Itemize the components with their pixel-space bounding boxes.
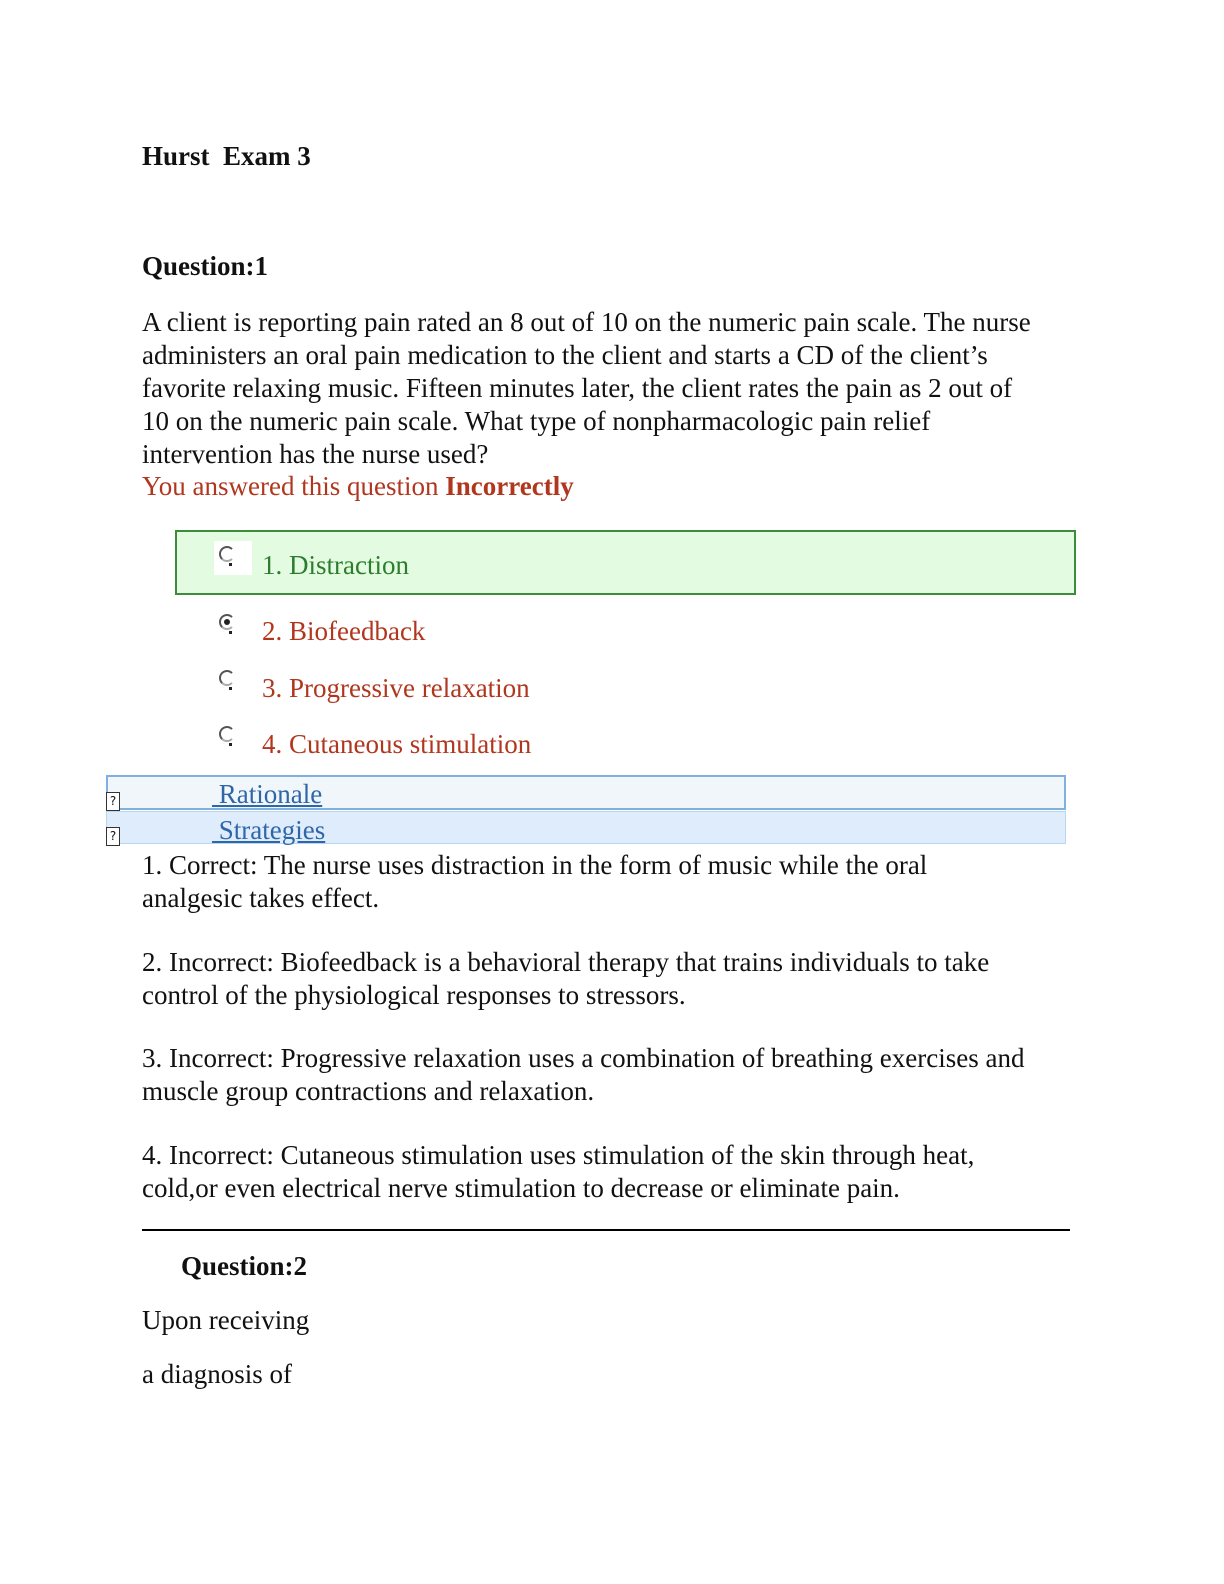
question-1-text bbox=[142, 306, 1082, 471]
rationale-line: control of the physiological responses to stressors. bbox=[142, 980, 686, 1010]
question-text-line: administers an oral pain medication to the client and starts a CD of the client’s bbox=[142, 340, 988, 370]
option-2-radio[interactable] bbox=[214, 609, 252, 643]
rationale-line: 2. Incorrect: Biofeedback is a behavioral therapy that trains individuals to take bbox=[142, 947, 990, 977]
question-2-text-line: Upon receiving bbox=[142, 1305, 310, 1335]
missing-image-icon: ? bbox=[106, 792, 120, 811]
option-3-radio[interactable] bbox=[214, 665, 252, 699]
rationale-item bbox=[142, 946, 1082, 1012]
rationale-line: 4. Incorrect: Cutaneous stimulation uses stimulation of the skin through heat, bbox=[142, 1140, 975, 1170]
radio-tick bbox=[229, 743, 232, 746]
radio-icon bbox=[219, 670, 235, 686]
question-text-line: intervention has the nurse used? bbox=[142, 439, 489, 469]
question-text-line: favorite relaxing music. Fifteen minutes later, the client rates the pain as 2 out of bbox=[142, 373, 1013, 403]
answer-result-status: Incorrectly bbox=[445, 471, 574, 501]
question-2-label: Question:2 bbox=[181, 1251, 308, 1281]
strategies-link[interactable]: Strategies bbox=[212, 815, 326, 845]
question-2-text-line: a diagnosis of bbox=[142, 1359, 292, 1389]
answer-result-prefix: You answered this question bbox=[142, 471, 446, 501]
option-3-label[interactable]: 3. Progressive relaxation bbox=[262, 673, 530, 703]
radio-selected-icon bbox=[219, 614, 235, 630]
document-title: Hurst Exam 3 bbox=[142, 141, 311, 171]
option-1-radio[interactable] bbox=[214, 541, 252, 575]
answer-result bbox=[142, 471, 574, 502]
radio-dot bbox=[224, 619, 230, 625]
option-4-radio[interactable] bbox=[214, 721, 252, 755]
rationale-line: 1. Correct: The nurse uses distraction in the form of music while the oral bbox=[142, 850, 928, 880]
rationale-item bbox=[142, 1139, 1082, 1205]
option-4-label[interactable]: 4. Cutaneous stimulation bbox=[262, 729, 532, 759]
rationale-line: analgesic takes effect. bbox=[142, 883, 380, 913]
radio-icon bbox=[219, 726, 235, 742]
radio-icon bbox=[219, 546, 235, 562]
question-text-line: 10 on the numeric pain scale. What type of nonpharmacologic pain relief bbox=[142, 406, 931, 436]
rationale-line: cold,or even electrical nerve stimulation to decrease or eliminate pain. bbox=[142, 1173, 900, 1203]
option-2-label[interactable]: 2. Biofeedback bbox=[262, 616, 426, 646]
section-divider bbox=[142, 1229, 1070, 1231]
rationale-link[interactable]: Rationale bbox=[212, 779, 323, 809]
radio-tick bbox=[229, 563, 232, 566]
question-1-label: Question:1 bbox=[142, 251, 269, 281]
missing-image-icon: ? bbox=[106, 827, 120, 846]
rationale-line: muscle group contractions and relaxation. bbox=[142, 1076, 595, 1106]
rationale-line: 3. Incorrect: Progressive relaxation uses a combination of breathing exercises and bbox=[142, 1043, 1025, 1073]
radio-tick bbox=[229, 687, 232, 690]
radio-tick bbox=[229, 631, 232, 634]
option-1-label[interactable]: 1. Distraction bbox=[262, 550, 409, 580]
rationale-item bbox=[142, 1042, 1082, 1108]
question-text-line: A client is reporting pain rated an 8 out of 10 on the numeric pain scale. The nurse bbox=[142, 307, 1031, 337]
rationale-item bbox=[142, 849, 1082, 915]
